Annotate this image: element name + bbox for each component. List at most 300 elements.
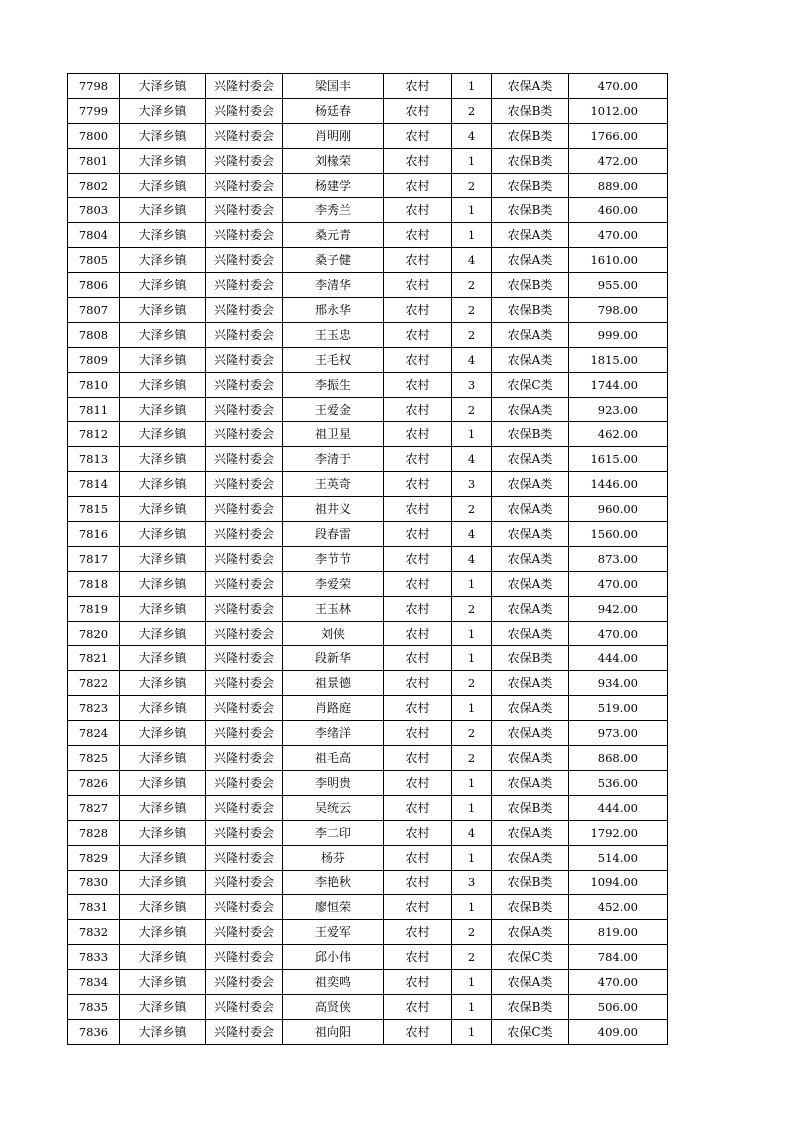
table-row (68, 422, 668, 447)
cell-count: 2 (452, 322, 492, 347)
cell-id: 7809 (68, 347, 120, 372)
cell-type: 农保B类 (492, 298, 569, 323)
cell-name: 李明贵 (283, 770, 384, 795)
table-row (68, 870, 668, 895)
cell-id: 7824 (68, 721, 120, 746)
cell-count: 1 (452, 74, 492, 99)
cell-name: 祖卫星 (283, 422, 384, 447)
cell-village: 兴隆村委会 (206, 970, 283, 995)
cell-count: 2 (452, 273, 492, 298)
cell-village: 兴隆村委会 (206, 571, 283, 596)
cell-town: 大泽乡镇 (120, 770, 206, 795)
cell-area: 农村 (384, 198, 452, 223)
cell-name: 廖恒荣 (283, 895, 384, 920)
cell-id: 7831 (68, 895, 120, 920)
cell-amount: 1610.00 (569, 248, 668, 273)
roster-table (67, 73, 668, 1045)
cell-type: 农保B类 (492, 870, 569, 895)
table-row (68, 945, 668, 970)
cell-village: 兴隆村委会 (206, 646, 283, 671)
cell-count: 1 (452, 571, 492, 596)
cell-id: 7804 (68, 223, 120, 248)
cell-id: 7818 (68, 571, 120, 596)
cell-town: 大泽乡镇 (120, 472, 206, 497)
table-row (68, 721, 668, 746)
cell-count: 2 (452, 98, 492, 123)
table-row (68, 397, 668, 422)
table-row (68, 621, 668, 646)
table-row (68, 571, 668, 596)
cell-area: 农村 (384, 895, 452, 920)
cell-name: 梁国丰 (283, 74, 384, 99)
cell-area: 农村 (384, 621, 452, 646)
cell-town: 大泽乡镇 (120, 820, 206, 845)
table-row (68, 148, 668, 173)
cell-id: 7836 (68, 1019, 120, 1044)
cell-amount: 798.00 (569, 298, 668, 323)
cell-name: 桑元青 (283, 223, 384, 248)
cell-type: 农保B类 (492, 273, 569, 298)
cell-village: 兴隆村委会 (206, 298, 283, 323)
cell-count: 2 (452, 173, 492, 198)
cell-amount: 999.00 (569, 322, 668, 347)
cell-id: 7817 (68, 546, 120, 571)
cell-count: 1 (452, 770, 492, 795)
cell-amount: 1792.00 (569, 820, 668, 845)
cell-type: 农保A类 (492, 671, 569, 696)
cell-amount: 973.00 (569, 721, 668, 746)
cell-village: 兴隆村委会 (206, 546, 283, 571)
table-row (68, 198, 668, 223)
table-row (68, 795, 668, 820)
cell-count: 4 (452, 820, 492, 845)
cell-name: 祖毛高 (283, 746, 384, 771)
cell-id: 7802 (68, 173, 120, 198)
table-row (68, 696, 668, 721)
cell-name: 刘椽荣 (283, 148, 384, 173)
cell-type: 农保A类 (492, 571, 569, 596)
cell-name: 吴统云 (283, 795, 384, 820)
cell-village: 兴隆村委会 (206, 148, 283, 173)
cell-town: 大泽乡镇 (120, 721, 206, 746)
cell-area: 农村 (384, 248, 452, 273)
cell-area: 农村 (384, 123, 452, 148)
cell-id: 7834 (68, 970, 120, 995)
cell-type: 农保A类 (492, 920, 569, 945)
cell-id: 7805 (68, 248, 120, 273)
cell-name: 李节节 (283, 546, 384, 571)
cell-area: 农村 (384, 322, 452, 347)
cell-type: 农保A类 (492, 845, 569, 870)
cell-count: 1 (452, 621, 492, 646)
cell-area: 农村 (384, 870, 452, 895)
cell-village: 兴隆村委会 (206, 795, 283, 820)
cell-type: 农保A类 (492, 223, 569, 248)
cell-town: 大泽乡镇 (120, 347, 206, 372)
cell-area: 农村 (384, 596, 452, 621)
cell-count: 2 (452, 920, 492, 945)
cell-type: 农保B类 (492, 994, 569, 1019)
table-row (68, 770, 668, 795)
cell-id: 7828 (68, 820, 120, 845)
cell-town: 大泽乡镇 (120, 447, 206, 472)
cell-area: 农村 (384, 372, 452, 397)
cell-village: 兴隆村委会 (206, 770, 283, 795)
cell-area: 农村 (384, 571, 452, 596)
cell-town: 大泽乡镇 (120, 596, 206, 621)
cell-village: 兴隆村委会 (206, 74, 283, 99)
cell-type: 农保A类 (492, 447, 569, 472)
cell-town: 大泽乡镇 (120, 571, 206, 596)
cell-name: 邢永华 (283, 298, 384, 323)
cell-count: 1 (452, 223, 492, 248)
cell-area: 农村 (384, 447, 452, 472)
cell-count: 2 (452, 397, 492, 422)
cell-id: 7811 (68, 397, 120, 422)
table-row (68, 248, 668, 273)
cell-name: 杨建学 (283, 173, 384, 198)
cell-town: 大泽乡镇 (120, 397, 206, 422)
cell-town: 大泽乡镇 (120, 795, 206, 820)
cell-town: 大泽乡镇 (120, 123, 206, 148)
cell-id: 7812 (68, 422, 120, 447)
cell-amount: 942.00 (569, 596, 668, 621)
cell-count: 3 (452, 870, 492, 895)
cell-amount: 470.00 (569, 621, 668, 646)
cell-name: 肖路庭 (283, 696, 384, 721)
cell-type: 农保A类 (492, 74, 569, 99)
cell-type: 农保A类 (492, 970, 569, 995)
cell-count: 4 (452, 347, 492, 372)
cell-name: 王英奇 (283, 472, 384, 497)
cell-id: 7815 (68, 497, 120, 522)
cell-type: 农保B类 (492, 98, 569, 123)
cell-type: 农保B类 (492, 895, 569, 920)
cell-count: 4 (452, 248, 492, 273)
cell-amount: 452.00 (569, 895, 668, 920)
cell-town: 大泽乡镇 (120, 1019, 206, 1044)
cell-amount: 470.00 (569, 223, 668, 248)
cell-id: 7814 (68, 472, 120, 497)
cell-id: 7800 (68, 123, 120, 148)
cell-type: 农保A类 (492, 322, 569, 347)
cell-town: 大泽乡镇 (120, 646, 206, 671)
cell-name: 王玉林 (283, 596, 384, 621)
cell-town: 大泽乡镇 (120, 322, 206, 347)
cell-village: 兴隆村委会 (206, 472, 283, 497)
cell-village: 兴隆村委会 (206, 820, 283, 845)
table-row (68, 447, 668, 472)
cell-amount: 868.00 (569, 746, 668, 771)
cell-name: 李爱荣 (283, 571, 384, 596)
cell-type: 农保B类 (492, 173, 569, 198)
table-row (68, 546, 668, 571)
cell-town: 大泽乡镇 (120, 273, 206, 298)
cell-area: 农村 (384, 397, 452, 422)
cell-name: 王爱军 (283, 920, 384, 945)
table-row (68, 920, 668, 945)
cell-village: 兴隆村委会 (206, 746, 283, 771)
cell-count: 4 (452, 447, 492, 472)
cell-town: 大泽乡镇 (120, 994, 206, 1019)
cell-type: 农保A类 (492, 696, 569, 721)
cell-type: 农保A类 (492, 522, 569, 547)
table-row (68, 298, 668, 323)
cell-town: 大泽乡镇 (120, 148, 206, 173)
cell-amount: 470.00 (569, 571, 668, 596)
cell-name: 段新华 (283, 646, 384, 671)
cell-id: 7835 (68, 994, 120, 1019)
cell-type: 农保B类 (492, 148, 569, 173)
cell-type: 农保A类 (492, 347, 569, 372)
cell-town: 大泽乡镇 (120, 522, 206, 547)
cell-count: 1 (452, 970, 492, 995)
table-row (68, 994, 668, 1019)
cell-amount: 470.00 (569, 74, 668, 99)
cell-name: 杨芬 (283, 845, 384, 870)
cell-type: 农保C类 (492, 945, 569, 970)
cell-count: 2 (452, 746, 492, 771)
cell-count: 3 (452, 472, 492, 497)
cell-town: 大泽乡镇 (120, 497, 206, 522)
cell-area: 农村 (384, 721, 452, 746)
cell-village: 兴隆村委会 (206, 870, 283, 895)
table-row (68, 497, 668, 522)
cell-name: 刘侠 (283, 621, 384, 646)
cell-amount: 1615.00 (569, 447, 668, 472)
cell-area: 农村 (384, 696, 452, 721)
cell-town: 大泽乡镇 (120, 74, 206, 99)
cell-village: 兴隆村委会 (206, 273, 283, 298)
cell-name: 段春雷 (283, 522, 384, 547)
cell-id: 7822 (68, 671, 120, 696)
table-row (68, 322, 668, 347)
cell-village: 兴隆村委会 (206, 522, 283, 547)
cell-id: 7821 (68, 646, 120, 671)
cell-area: 农村 (384, 347, 452, 372)
cell-area: 农村 (384, 820, 452, 845)
table-row (68, 1019, 668, 1044)
cell-amount: 1012.00 (569, 98, 668, 123)
cell-count: 2 (452, 721, 492, 746)
cell-amount: 960.00 (569, 497, 668, 522)
cell-town: 大泽乡镇 (120, 248, 206, 273)
cell-type: 农保A类 (492, 397, 569, 422)
cell-type: 农保A类 (492, 546, 569, 571)
cell-amount: 519.00 (569, 696, 668, 721)
cell-id: 7829 (68, 845, 120, 870)
cell-area: 农村 (384, 945, 452, 970)
cell-village: 兴隆村委会 (206, 621, 283, 646)
table-row (68, 522, 668, 547)
cell-area: 农村 (384, 845, 452, 870)
table-row (68, 123, 668, 148)
cell-id: 7813 (68, 447, 120, 472)
cell-type: 农保A类 (492, 472, 569, 497)
cell-amount: 1446.00 (569, 472, 668, 497)
cell-area: 农村 (384, 98, 452, 123)
cell-village: 兴隆村委会 (206, 671, 283, 696)
cell-type: 农保A类 (492, 621, 569, 646)
cell-count: 1 (452, 198, 492, 223)
cell-village: 兴隆村委会 (206, 994, 283, 1019)
cell-village: 兴隆村委会 (206, 248, 283, 273)
cell-type: 农保A类 (492, 820, 569, 845)
cell-town: 大泽乡镇 (120, 198, 206, 223)
cell-id: 7819 (68, 596, 120, 621)
cell-area: 农村 (384, 148, 452, 173)
cell-amount: 470.00 (569, 970, 668, 995)
cell-village: 兴隆村委会 (206, 1019, 283, 1044)
table-row (68, 596, 668, 621)
cell-amount: 923.00 (569, 397, 668, 422)
cell-id: 7801 (68, 148, 120, 173)
cell-id: 7806 (68, 273, 120, 298)
cell-area: 农村 (384, 746, 452, 771)
cell-area: 农村 (384, 994, 452, 1019)
cell-village: 兴隆村委会 (206, 372, 283, 397)
cell-area: 农村 (384, 173, 452, 198)
cell-village: 兴隆村委会 (206, 322, 283, 347)
cell-town: 大泽乡镇 (120, 845, 206, 870)
cell-village: 兴隆村委会 (206, 696, 283, 721)
cell-name: 李艳秋 (283, 870, 384, 895)
cell-count: 1 (452, 795, 492, 820)
cell-town: 大泽乡镇 (120, 895, 206, 920)
cell-id: 7823 (68, 696, 120, 721)
cell-name: 高贤侠 (283, 994, 384, 1019)
cell-count: 1 (452, 895, 492, 920)
cell-count: 1 (452, 148, 492, 173)
table-row (68, 173, 668, 198)
cell-village: 兴隆村委会 (206, 945, 283, 970)
cell-amount: 784.00 (569, 945, 668, 970)
cell-name: 杨廷春 (283, 98, 384, 123)
table-row (68, 671, 668, 696)
cell-count: 4 (452, 123, 492, 148)
cell-town: 大泽乡镇 (120, 746, 206, 771)
cell-type: 农保B类 (492, 646, 569, 671)
cell-village: 兴隆村委会 (206, 497, 283, 522)
cell-name: 祖向阳 (283, 1019, 384, 1044)
cell-name: 祖奕鸣 (283, 970, 384, 995)
cell-id: 7810 (68, 372, 120, 397)
table-row (68, 372, 668, 397)
cell-type: 农保C类 (492, 1019, 569, 1044)
table-row (68, 746, 668, 771)
cell-town: 大泽乡镇 (120, 223, 206, 248)
cell-count: 2 (452, 945, 492, 970)
cell-type: 农保A类 (492, 721, 569, 746)
cell-name: 李清于 (283, 447, 384, 472)
cell-village: 兴隆村委会 (206, 920, 283, 945)
cell-name: 李绪洋 (283, 721, 384, 746)
cell-amount: 444.00 (569, 646, 668, 671)
cell-town: 大泽乡镇 (120, 970, 206, 995)
table-row (68, 98, 668, 123)
cell-amount: 460.00 (569, 198, 668, 223)
cell-count: 1 (452, 994, 492, 1019)
cell-amount: 409.00 (569, 1019, 668, 1044)
cell-town: 大泽乡镇 (120, 98, 206, 123)
cell-name: 祖景德 (283, 671, 384, 696)
cell-village: 兴隆村委会 (206, 347, 283, 372)
table-row (68, 820, 668, 845)
table-row (68, 74, 668, 99)
cell-type: 农保B类 (492, 198, 569, 223)
cell-name: 祖井义 (283, 497, 384, 522)
cell-type: 农保B类 (492, 422, 569, 447)
cell-count: 1 (452, 845, 492, 870)
cell-id: 7816 (68, 522, 120, 547)
cell-count: 2 (452, 596, 492, 621)
table-row (68, 845, 668, 870)
cell-town: 大泽乡镇 (120, 173, 206, 198)
table-row (68, 895, 668, 920)
cell-area: 农村 (384, 472, 452, 497)
cell-id: 7799 (68, 98, 120, 123)
cell-count: 2 (452, 298, 492, 323)
cell-amount: 1094.00 (569, 870, 668, 895)
cell-count: 1 (452, 696, 492, 721)
cell-village: 兴隆村委会 (206, 173, 283, 198)
cell-area: 农村 (384, 223, 452, 248)
cell-count: 3 (452, 372, 492, 397)
cell-amount: 873.00 (569, 546, 668, 571)
cell-id: 7808 (68, 322, 120, 347)
cell-area: 农村 (384, 1019, 452, 1044)
cell-amount: 1815.00 (569, 347, 668, 372)
cell-name: 李二印 (283, 820, 384, 845)
cell-type: 农保A类 (492, 497, 569, 522)
cell-name: 李秀兰 (283, 198, 384, 223)
cell-town: 大泽乡镇 (120, 671, 206, 696)
cell-town: 大泽乡镇 (120, 298, 206, 323)
cell-village: 兴隆村委会 (206, 223, 283, 248)
cell-id: 7798 (68, 74, 120, 99)
table-row (68, 347, 668, 372)
cell-town: 大泽乡镇 (120, 621, 206, 646)
cell-town: 大泽乡镇 (120, 945, 206, 970)
cell-id: 7833 (68, 945, 120, 970)
cell-name: 邱小伟 (283, 945, 384, 970)
cell-town: 大泽乡镇 (120, 372, 206, 397)
cell-count: 4 (452, 522, 492, 547)
cell-amount: 955.00 (569, 273, 668, 298)
cell-town: 大泽乡镇 (120, 546, 206, 571)
cell-village: 兴隆村委会 (206, 198, 283, 223)
cell-village: 兴隆村委会 (206, 397, 283, 422)
table-row (68, 223, 668, 248)
cell-id: 7826 (68, 770, 120, 795)
cell-name: 肖明刚 (283, 123, 384, 148)
table-row (68, 970, 668, 995)
cell-id: 7827 (68, 795, 120, 820)
cell-amount: 536.00 (569, 770, 668, 795)
cell-amount: 1744.00 (569, 372, 668, 397)
cell-amount: 1560.00 (569, 522, 668, 547)
cell-amount: 889.00 (569, 173, 668, 198)
cell-area: 农村 (384, 970, 452, 995)
cell-name: 王爱金 (283, 397, 384, 422)
cell-area: 农村 (384, 546, 452, 571)
cell-count: 1 (452, 646, 492, 671)
cell-amount: 472.00 (569, 148, 668, 173)
cell-amount: 514.00 (569, 845, 668, 870)
cell-amount: 1766.00 (569, 123, 668, 148)
cell-count: 2 (452, 497, 492, 522)
cell-count: 4 (452, 546, 492, 571)
